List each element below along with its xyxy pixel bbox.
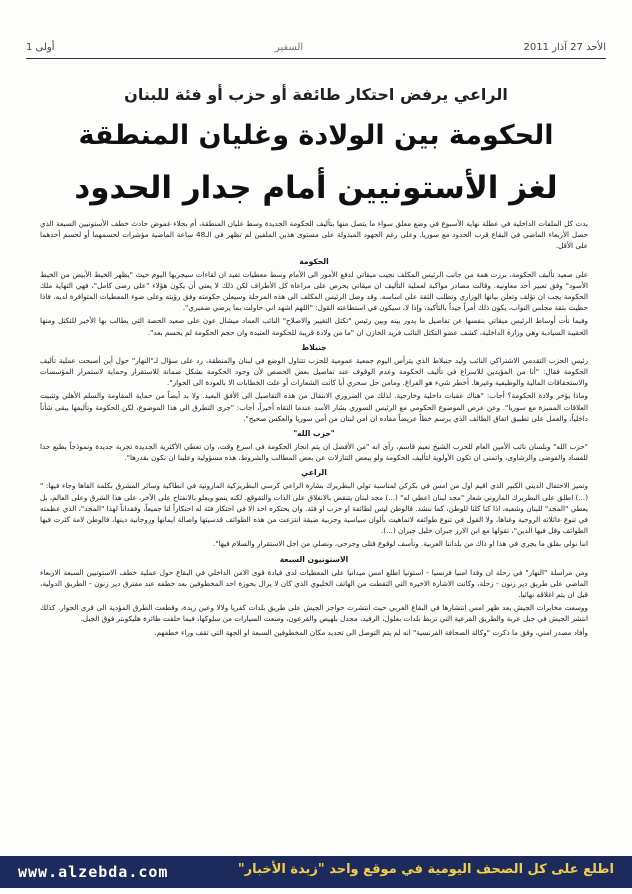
banner-site-link[interactable]: www.alzebda.com xyxy=(18,863,169,881)
page-number: أولى 1 xyxy=(26,41,55,53)
section-title-hezbollah: "حزب الله" xyxy=(293,429,335,439)
paragraph: وفيما نأت أوساط الرئيس ميقاتي بنفسها عن تفاصيل ما يدور بينه وبين رئيس "تكتل التغيير والاصلاح" النائب العماد ميشال عون على صعيد الحصة التي يطالب بها الأخير للتكتل ومنها الحقيبة السيادية وهي وزارة الداخلية، كشف عضو التكتل النائب فريد الخازن ان "ما من ولادة قريبة للحكومة العتيدة وان حجم الحكومة لم يحسم بعد". xyxy=(40,316,588,337)
paragraph: وأفاد مصدر امني، وفق ما ذكرت "وكالة الصحافة الفرنسية" انه لم يتم التوصل الى تحديد مكان المخطوفين السبعة او الجهة التي تقف وراء خطفهم. xyxy=(154,627,588,637)
paragraph: ووسعت مخابرات الجيش بعد ظهر امس انتشارها في البقاع الغربي حيث انتشرت حواجز الجيش على طريق بلدات كفريا ولالا وعين زبدة، وقطعت الطرق المؤدية الى قرى الجوار. كذلك انتشر الجيش في جبل عربة والطريق الفرعية التي تربط بلدات بعلول، الرفيد، مجدل بلهيص والقرعون، ومنعت السيارات من سلوكها، فيما حلقت طائرة هليكوبتر فوق الجبل. xyxy=(40,603,588,624)
paragraph: رئيس الحزب التقدمي الاشتراكي النائب وليد جنبلاط الذي يترأس اليوم جمعية عمومية للحزب تتناول الوضع في لبنان والمنطقة، رد على سؤال لـ"النهار" حول أين أصبحت عملية تأليف الحكومة فقال: "أنا من المؤيدين للاسراع في تأليف الحكومة وعدم الوقوف عند تفاصيل بعض الحصص لأن وجود الحكومة بشكل ضمانة للاستقرار وحماية لاستمرار المؤسسات والاستحقاقات المالية والوظيفية وغيرها. أخطر شيء هو الفراغ. ومامن حل سحري أيا كانت الشعارات أو علت الخطابات الا بالعودة الى الحوار". xyxy=(40,355,588,388)
article-lead: بدت كل الملفات الداخلية في عطلة نهاية الأسبوع في وضع معلق سواء ما يتصل منها بتأليف الحكومة الجديدة وسط غليان المنطقة، أم بجلاء غموض حادث خطف الأستونيين السبعة الذي حصل الأربعاء الماضي في البقاع قرب الحدود مع سوريا. وعلى رغم الجهود المبذولة على مستوى هذين الملفين لم تظهر في الـ48 ساعة الماضية مؤشرات لحسمهما أو لحسم أحدهما على الأقل. xyxy=(40,219,589,251)
masthead-logo: السفير xyxy=(274,41,304,53)
running-header xyxy=(26,38,606,56)
issue-date: الأحد 27 آذار 2011 xyxy=(523,41,606,53)
kicker-headline: الراعي يرفض احتكار طائفة أو حزب أو فئة للبنان xyxy=(124,85,508,104)
paragraph: اننا نولي بقلق ما يجري في هذا او ذاك من بلداننا العربية. ونأسف لوقوع قتلى وجرحى، ونصلي من اجل الاستقرار والسلام فيها". xyxy=(212,539,588,549)
section-title-jumblatt: جنبلاط xyxy=(301,342,327,352)
paragraph: "حزب الله" وبلسان نائب الأمين العام للحزب الشيخ نعيم قاسم، رأى انه "من الأفضل ان يتم انجاز الحكومة في اسرع وقت، وان تعطي الأكثرية الجديدة تجربة جديدة ونموذجاً يطبع حدا للفساد والفوضى والرشاوى، واتمنى ان تكون الأولوية لتأليف الحكومة ولو ببعض التنازلات عن بعض المطالب والشروط، هذه مسؤولية وعلينا ان نكون بقدرها". xyxy=(40,442,588,463)
paragraph: ومن مراسلة "النهار" في زحلة ان وفدا امنيا فرنسيا - استونيا اطلع امس ميدانيا على المعطيات لدى قيادة قوى الامن الداخلي في البقاع حول عملية خطف الاستونيين السبعة الاربعاء الماضي على طريق دير زنون - زحلة، وكانت الاشارة الاخيرة التي التقطت من الهاتف الخليوي الذي كان لا يزال بحوزة احد المخطوفين بعد خطفه عند مفترق دير زنون - الطريق الدولية، قبل ان يتم اغلاقه نهائيا. xyxy=(40,567,588,600)
section-title-rai: الراعي xyxy=(301,468,327,478)
section-title-estonians: الاستونيون السبعة xyxy=(279,554,349,564)
paragraph: وماذا يؤخر ولادة الحكومة؟ أجاب: "هناك عقبات داخلية وخارجية. لذلك من الضروري الانتقال من هذه التفاصيل الى الأفق البعيد. ولا بد أيضاً من حماية المقاومة والسلم الأهلي وتثبيت العلاقات المميزة مع سوريا". وعن عرض الموضوع الحكومي مع الرئيس السوري بشار الأسد عندما التقاه أخيراً، أجاب: "جرى التطرق الى هذا الموضوع، لكن الحكومة وتأليفها يبقى شأناً داخلياً، والعمل على تطبيق اتفاق الطائف الذي يرسم خطاً عريضاً مفاده ان امن لبنان من أمن سوريا والعكس صحيح". xyxy=(40,391,588,423)
section-title-government: الحكومة xyxy=(299,256,329,266)
main-headline-line-1: الحكومة بين الولادة وغليان المنطقة xyxy=(78,120,554,151)
main-headline-line-2: لغز الأستونيين أمام جدار الحدود xyxy=(74,170,558,206)
paragraph: وتميز الاحتفال الديني الكبير الذي اقيم اول من امس في بكركي لمناسبة تولي البطريرك بشارة الراعي كرسي البطريركية المارونية في انطاكية وسائر المشرق بكلمة القاها وجاء فيها: "(...) اطلق على البطريرك الماروني شعار "مجد لبنان اعطي له" (...) مجد لبنان يتنقض بالانغلاق على الذات والتقوقع. لكنه ينمو ويعلو بالانفتاح على الآخر، على هذا الشرق وعلى العالم، بل يعطي "المجد" للبنان وشعبه، اذا كنا كلنا للوطن، كما ننشد. فالوطن ليس لطائفة او حزب او فئة. وان يحتكره احد الا في احتكار فئة له احتكاراً لنا جميعاً، وفقداناً لهذا "المجد"، الذي عظمته في تنوع عائلاته الروحية وغناها، ولا القول في تنوع طوائفه لاتماهيت بألوان سياسية وحزبية ضيقة انتزعت من هذه الطوائف قدسيتها واصالة ايمانها وروحانية دينها، فالوطن لامة كثرت فيها الطوائف وقل فيها الدين"، تقولها مع ابن الارز جبران خليل جبران (...). xyxy=(40,481,588,536)
paragraph: على صعيد تأليف الحكومة، برزت همة من جانب الرئيس المكلف نجيب ميقاتي لدفع الأمور الى الأمام وسط معطيات تفيد ان لقاءات سيجريها اليوم حيث "يظهر الخيط الأبيض من الخيط الأسود" وفق تعبير أحد معاونيه. وقالت مصادر مواكبة لعملية التأليف ان ميقاتي يحرص على مراعاة كل الأطراف لكن ذلك لا يعني أن يكون هؤلاء "على رضى كامل"، فهي التهاية ملك الحكومة يجب ان تؤلف وتعلن بيانها الوزاري وتطلب الثقة على اساسه. وقد وصل الرئيس المكلف الى هذه المرحلة وسيعلن حكومته وفق رؤيته وعلى ضوء المعطيات المتوافرة لديه. فاذا حظيت بثقة مجلس النواب، يكون ذلك أمراً جيداً بالتأكيد، وإذا لا، سيكون في استطاعته القول: "اللهم اشهد اني حاولت بما يرضي ضميري". xyxy=(40,269,588,313)
banner-slogan: اطلع على كل الصحف اليومية في موقع واحد "زبدة الأخبار" xyxy=(237,862,614,877)
article-body xyxy=(40,218,588,640)
header-rule xyxy=(26,58,606,59)
promo-banner[interactable] xyxy=(0,856,632,888)
